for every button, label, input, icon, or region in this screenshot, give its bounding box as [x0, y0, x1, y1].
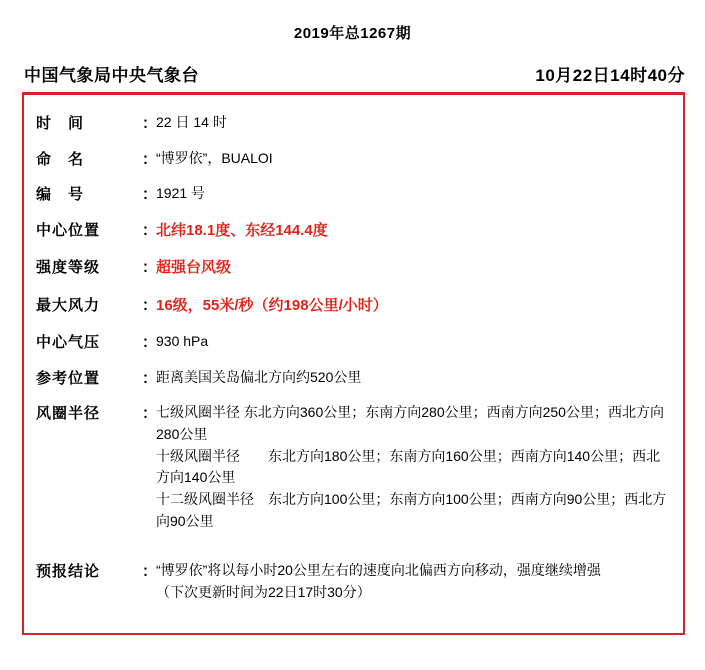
info-row-value [156, 560, 683, 603]
issue-datetime: 10月22日14时40分 [535, 66, 685, 85]
info-row [24, 212, 683, 249]
info-row-value [156, 402, 683, 532]
info-row-value [156, 256, 683, 279]
info-row-label: 参考位置 [36, 369, 101, 387]
info-row-value-line: 十级风圈半径 东北方向180公里；东南方向160公里；西南方向140公里；西北方向140公里 [156, 447, 661, 486]
info-row [24, 176, 683, 212]
info-row-label: 强度等级 [36, 259, 101, 277]
row-spacer [24, 539, 683, 553]
info-row-value [156, 219, 683, 242]
info-row-label: 中心位置 [36, 222, 101, 240]
info-row-value [156, 294, 683, 317]
issue-number: 2019年总1267期 [293, 25, 412, 42]
info-row-value-line: “博罗依”，BUALOI [156, 149, 273, 166]
info-row-colon: ： [142, 405, 158, 423]
info-row-colon: ： [142, 186, 158, 204]
info-row-colon: ： [142, 563, 158, 581]
bulletin-header [0, 43, 705, 92]
info-row-value [156, 112, 683, 134]
info-row-value [156, 148, 683, 170]
info-row-value-line: 930 hPa [156, 332, 209, 349]
info-row-value-line: “博罗依”将以每小时20公里左右的速度向北偏西方向移动，强度继续增强 [156, 562, 601, 579]
info-row-colon: ： [142, 222, 158, 240]
info-row-label: 风圈半径 [36, 405, 101, 423]
info-row-colon: ： [142, 259, 158, 277]
info-row-value-line: 1921 号 [156, 185, 206, 202]
info-row-value-line: （下次更新时间为22日17时30分） [156, 584, 371, 600]
typhoon-info-table [22, 95, 685, 635]
info-row-value [156, 331, 683, 353]
info-row-label: 命 名 [36, 150, 85, 168]
info-row-value-line: 北纬18.1度、东经144.4度 [156, 222, 328, 240]
info-row [24, 360, 683, 396]
info-row-value-line: 22 日 14 时 [156, 114, 227, 130]
info-row [24, 249, 683, 286]
info-row [24, 287, 683, 324]
info-row-label: 中心气压 [36, 333, 101, 351]
info-row-colon: ： [142, 115, 158, 132]
info-row-value [156, 183, 683, 205]
info-row-label: 最大风力 [36, 296, 101, 314]
info-row [24, 141, 683, 177]
info-row-value-line: 十二级风圈半径 东北方向100公里；东南方向100公里；西南方向90公里；西北方向90公里 [156, 490, 667, 529]
info-row [24, 105, 683, 141]
info-row-label: 编 号 [36, 186, 85, 204]
info-row-value-line: 超强台风级 [156, 259, 232, 277]
info-row-colon: ： [142, 296, 158, 314]
info-row-label: 时 间 [36, 115, 85, 132]
info-row-colon: ： [142, 369, 158, 387]
info-row-value-line: 距离美国关岛偏北方向约520公里 [156, 368, 362, 385]
info-row-label: 预报结论 [36, 563, 101, 581]
info-row [24, 553, 683, 610]
issuing-organization: 中国气象局中央气象台 [24, 66, 199, 85]
info-row [24, 395, 683, 539]
info-row [24, 324, 683, 360]
info-row-colon: ： [142, 150, 158, 168]
info-row-value-line: 七级风圈半径 东北方向360公里；东南方向280公里；西南方向250公里；西北方向280公里 [156, 404, 664, 442]
info-row-colon: ： [142, 333, 158, 351]
info-row-value [156, 367, 683, 389]
info-row-value-line: 16级，55米/秒（约198公里/小时） [156, 296, 388, 314]
